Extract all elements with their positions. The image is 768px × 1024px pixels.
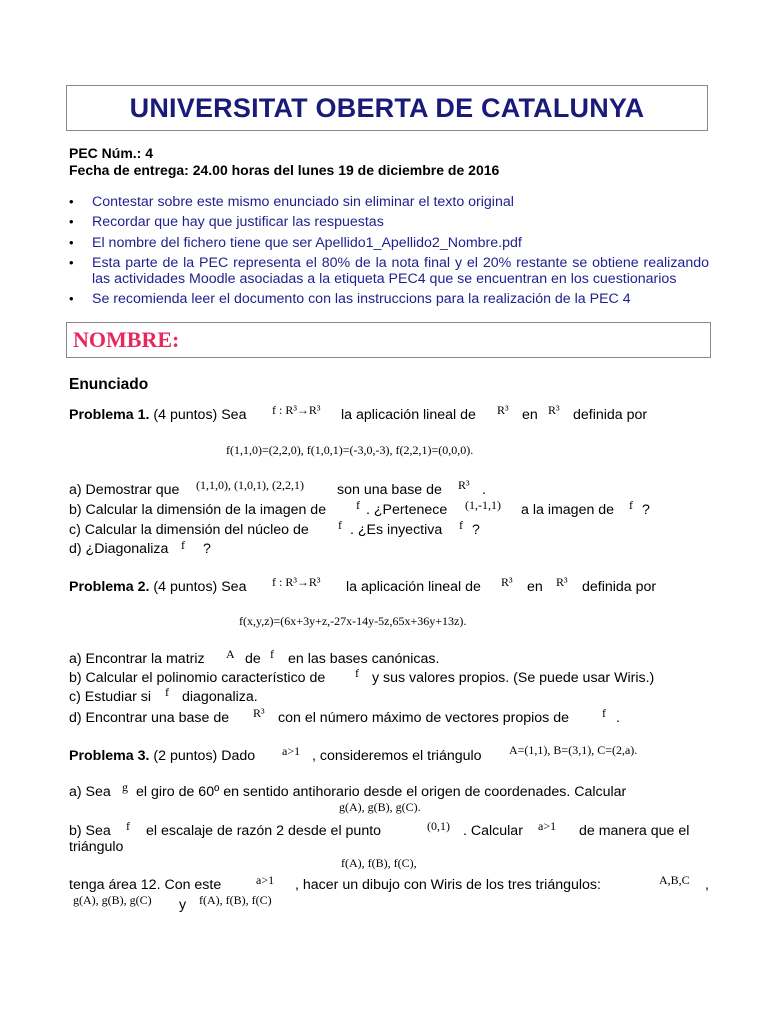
instructions-list xyxy=(69,194,709,312)
p2-text: definida por xyxy=(582,579,657,595)
p3-b-text: triángulo xyxy=(69,839,124,855)
due-date: Fecha de entrega: 24.00 horas del lunes 19 de diciembre de 2016 xyxy=(69,162,500,178)
p1-text: definida por xyxy=(573,407,648,423)
pec-number: PEC Núm.: 4 xyxy=(69,145,154,161)
p3-c-text: tenga área 12. Con este xyxy=(69,877,222,893)
p1-c-text: c) Calcular la dimensión del núcleo de xyxy=(69,522,309,538)
p2-d-f: f xyxy=(602,706,606,720)
p3-c-g-expression: g(A), g(B), g(C) xyxy=(73,893,152,907)
title-box xyxy=(66,85,708,131)
p1-r3: R³ xyxy=(497,403,509,417)
p3-points: (2 puntos) Dado xyxy=(153,748,256,764)
p3-c-abc: A,B,C xyxy=(659,873,690,887)
p2-b-f: f xyxy=(355,666,359,680)
p2-b-text: b) Calcular el polinomio característico de xyxy=(69,670,326,686)
p3-label: Problema 3. xyxy=(69,748,150,764)
p1-b-text: a la imagen de xyxy=(521,502,615,518)
instruction-item: • El nombre del fichero tiene que ser Apellido1_Apellido2_Nombre.pdf xyxy=(69,235,709,251)
section-title: Enunciado xyxy=(69,376,149,393)
p3-c-text: , hacer un dibujo con Wiris de los tres triángulos: xyxy=(295,877,601,893)
instruction-item: • Recordar que hay que justificar las respuestas xyxy=(69,214,709,230)
p1-c-f: f xyxy=(338,518,342,532)
p2-points: (4 puntos) Sea xyxy=(153,579,247,595)
p3-b-condition: a>1 xyxy=(538,819,557,833)
p2-d-r3: R³ xyxy=(253,706,265,720)
p1-r3: R³ xyxy=(548,403,560,417)
p2-c-f: f xyxy=(165,685,169,699)
p2-map: f : R³→R³ xyxy=(272,575,321,589)
p3-b-text: b) Sea xyxy=(69,823,111,839)
p3-c-text: , xyxy=(705,877,709,893)
p3-a-expression: g(A), g(B), g(C). xyxy=(339,800,421,814)
p1-a-r3: R³ xyxy=(458,478,470,492)
p1-map: f : R³→R³ xyxy=(272,403,321,417)
p1-b-text: b) Calcular la dimensión de la imagen de xyxy=(69,502,327,518)
p1-c-f: f xyxy=(459,518,463,532)
p3-condition: a>1 xyxy=(282,744,301,758)
university-title: UNIVERSITAT OBERTA DE CATALUNYA xyxy=(129,92,645,123)
instruction-item: • Se recomienda leer el documento con las instruccions para la realización de la PEC 4 xyxy=(69,291,709,307)
p3-a-g: g xyxy=(122,780,128,794)
p1-d-f: f xyxy=(181,538,185,552)
p2-definition: f(x,y,z)=(6x+3y+z,-27x-14y-5z,65x+36y+13z). xyxy=(239,614,467,628)
instruction-item: • Contestar sobre este mismo enunciado sin eliminar el texto original xyxy=(69,194,709,210)
p3-b-text: . Calcular xyxy=(463,823,523,839)
p1-d-text: d) ¿Diagonaliza xyxy=(69,541,169,557)
p2-a-text: en las bases canónicas. xyxy=(288,651,440,667)
p1-b-f: f xyxy=(629,498,633,512)
p1-text: en xyxy=(522,407,538,423)
p1-b-text: . ¿Pertenece xyxy=(366,502,448,518)
p2-c-text: c) Estudiar si xyxy=(69,689,151,705)
p3-b-expression: f(A), f(B), f(C), xyxy=(341,856,417,870)
p2-label: Problema 2. xyxy=(69,579,150,595)
p1-text: la aplicación lineal de xyxy=(341,407,476,423)
p3-text: , consideremos el triángulo xyxy=(312,748,482,764)
p2-b-text: y sus valores propios. (Se puede usar Wiris.) xyxy=(372,670,655,686)
p2-r3: R³ xyxy=(556,575,568,589)
name-label: NOMBRE: xyxy=(73,327,180,352)
p1-a-text: a) Demostrar que xyxy=(69,482,180,498)
p2-text: en xyxy=(527,579,543,595)
p1-points: (4 puntos) Sea xyxy=(153,407,247,423)
p1-a-text: son una base de xyxy=(337,482,442,498)
p2-c-text: diagonaliza. xyxy=(182,689,258,705)
p2-a-text: a) Encontrar la matriz xyxy=(69,651,205,667)
p3-triangle: A=(1,1), B=(3,1), C=(2,a). xyxy=(509,743,638,757)
p1-c-text: . ¿Es inyectiva xyxy=(350,522,443,538)
p2-text: la aplicación lineal de xyxy=(346,579,481,595)
p2-d-text: . xyxy=(616,710,620,726)
p1-b-text: ? xyxy=(642,502,650,518)
p3-b-text: de manera que el xyxy=(579,823,690,839)
p3-b-point: (0,1) xyxy=(427,819,450,833)
p1-label: Problema 1. xyxy=(69,407,150,423)
p3-c-text: y xyxy=(179,897,187,913)
p2-d-text: con el número máximo de vectores propios de xyxy=(278,710,569,726)
p1-c-text: ? xyxy=(472,522,480,538)
p1-a-text: . xyxy=(482,482,486,498)
p3-c-condition: a>1 xyxy=(256,873,275,887)
p2-a-matrix: A xyxy=(226,647,235,661)
p3-heading xyxy=(69,748,255,764)
p1-heading xyxy=(69,407,246,423)
p1-definition: f(1,1,0)=(2,2,0), f(1,0,1)=(-3,0,-3), f(2,2,1)=(0,0,0). xyxy=(226,443,474,457)
p1-d-text: ? xyxy=(203,541,211,557)
p2-heading xyxy=(69,579,246,595)
p3-a-text: a) Sea xyxy=(69,784,111,800)
p1-b-vector: (1,-1,1) xyxy=(465,498,501,512)
p2-d-text: d) Encontrar una base de xyxy=(69,710,230,726)
p2-a-f: f xyxy=(270,647,274,661)
p2-r3: R³ xyxy=(501,575,513,589)
p3-b-f: f xyxy=(126,819,130,833)
instruction-item: • Esta parte de la PEC representa el 80% de la nota final y el 20% restante se obtiene realizando las actividades Moodle asociadas a la etiqueta PEC4 que se encuentran en los cuestionarios xyxy=(69,255,709,288)
name-field-box[interactable] xyxy=(66,322,711,358)
p1-a-vectors: (1,1,0), (1,0,1), (2,2,1) xyxy=(196,478,304,492)
p3-b-text: el escalaje de razón 2 desde el punto xyxy=(146,823,382,839)
p3-a-text: el giro de 60º en sentido antihorario desde el origen de coordenades. Calcular xyxy=(136,784,627,800)
p1-b-f: f xyxy=(356,498,360,512)
p3-c-f-expression: f(A), f(B), f(C) xyxy=(199,893,272,907)
p2-a-text: de xyxy=(245,651,261,667)
